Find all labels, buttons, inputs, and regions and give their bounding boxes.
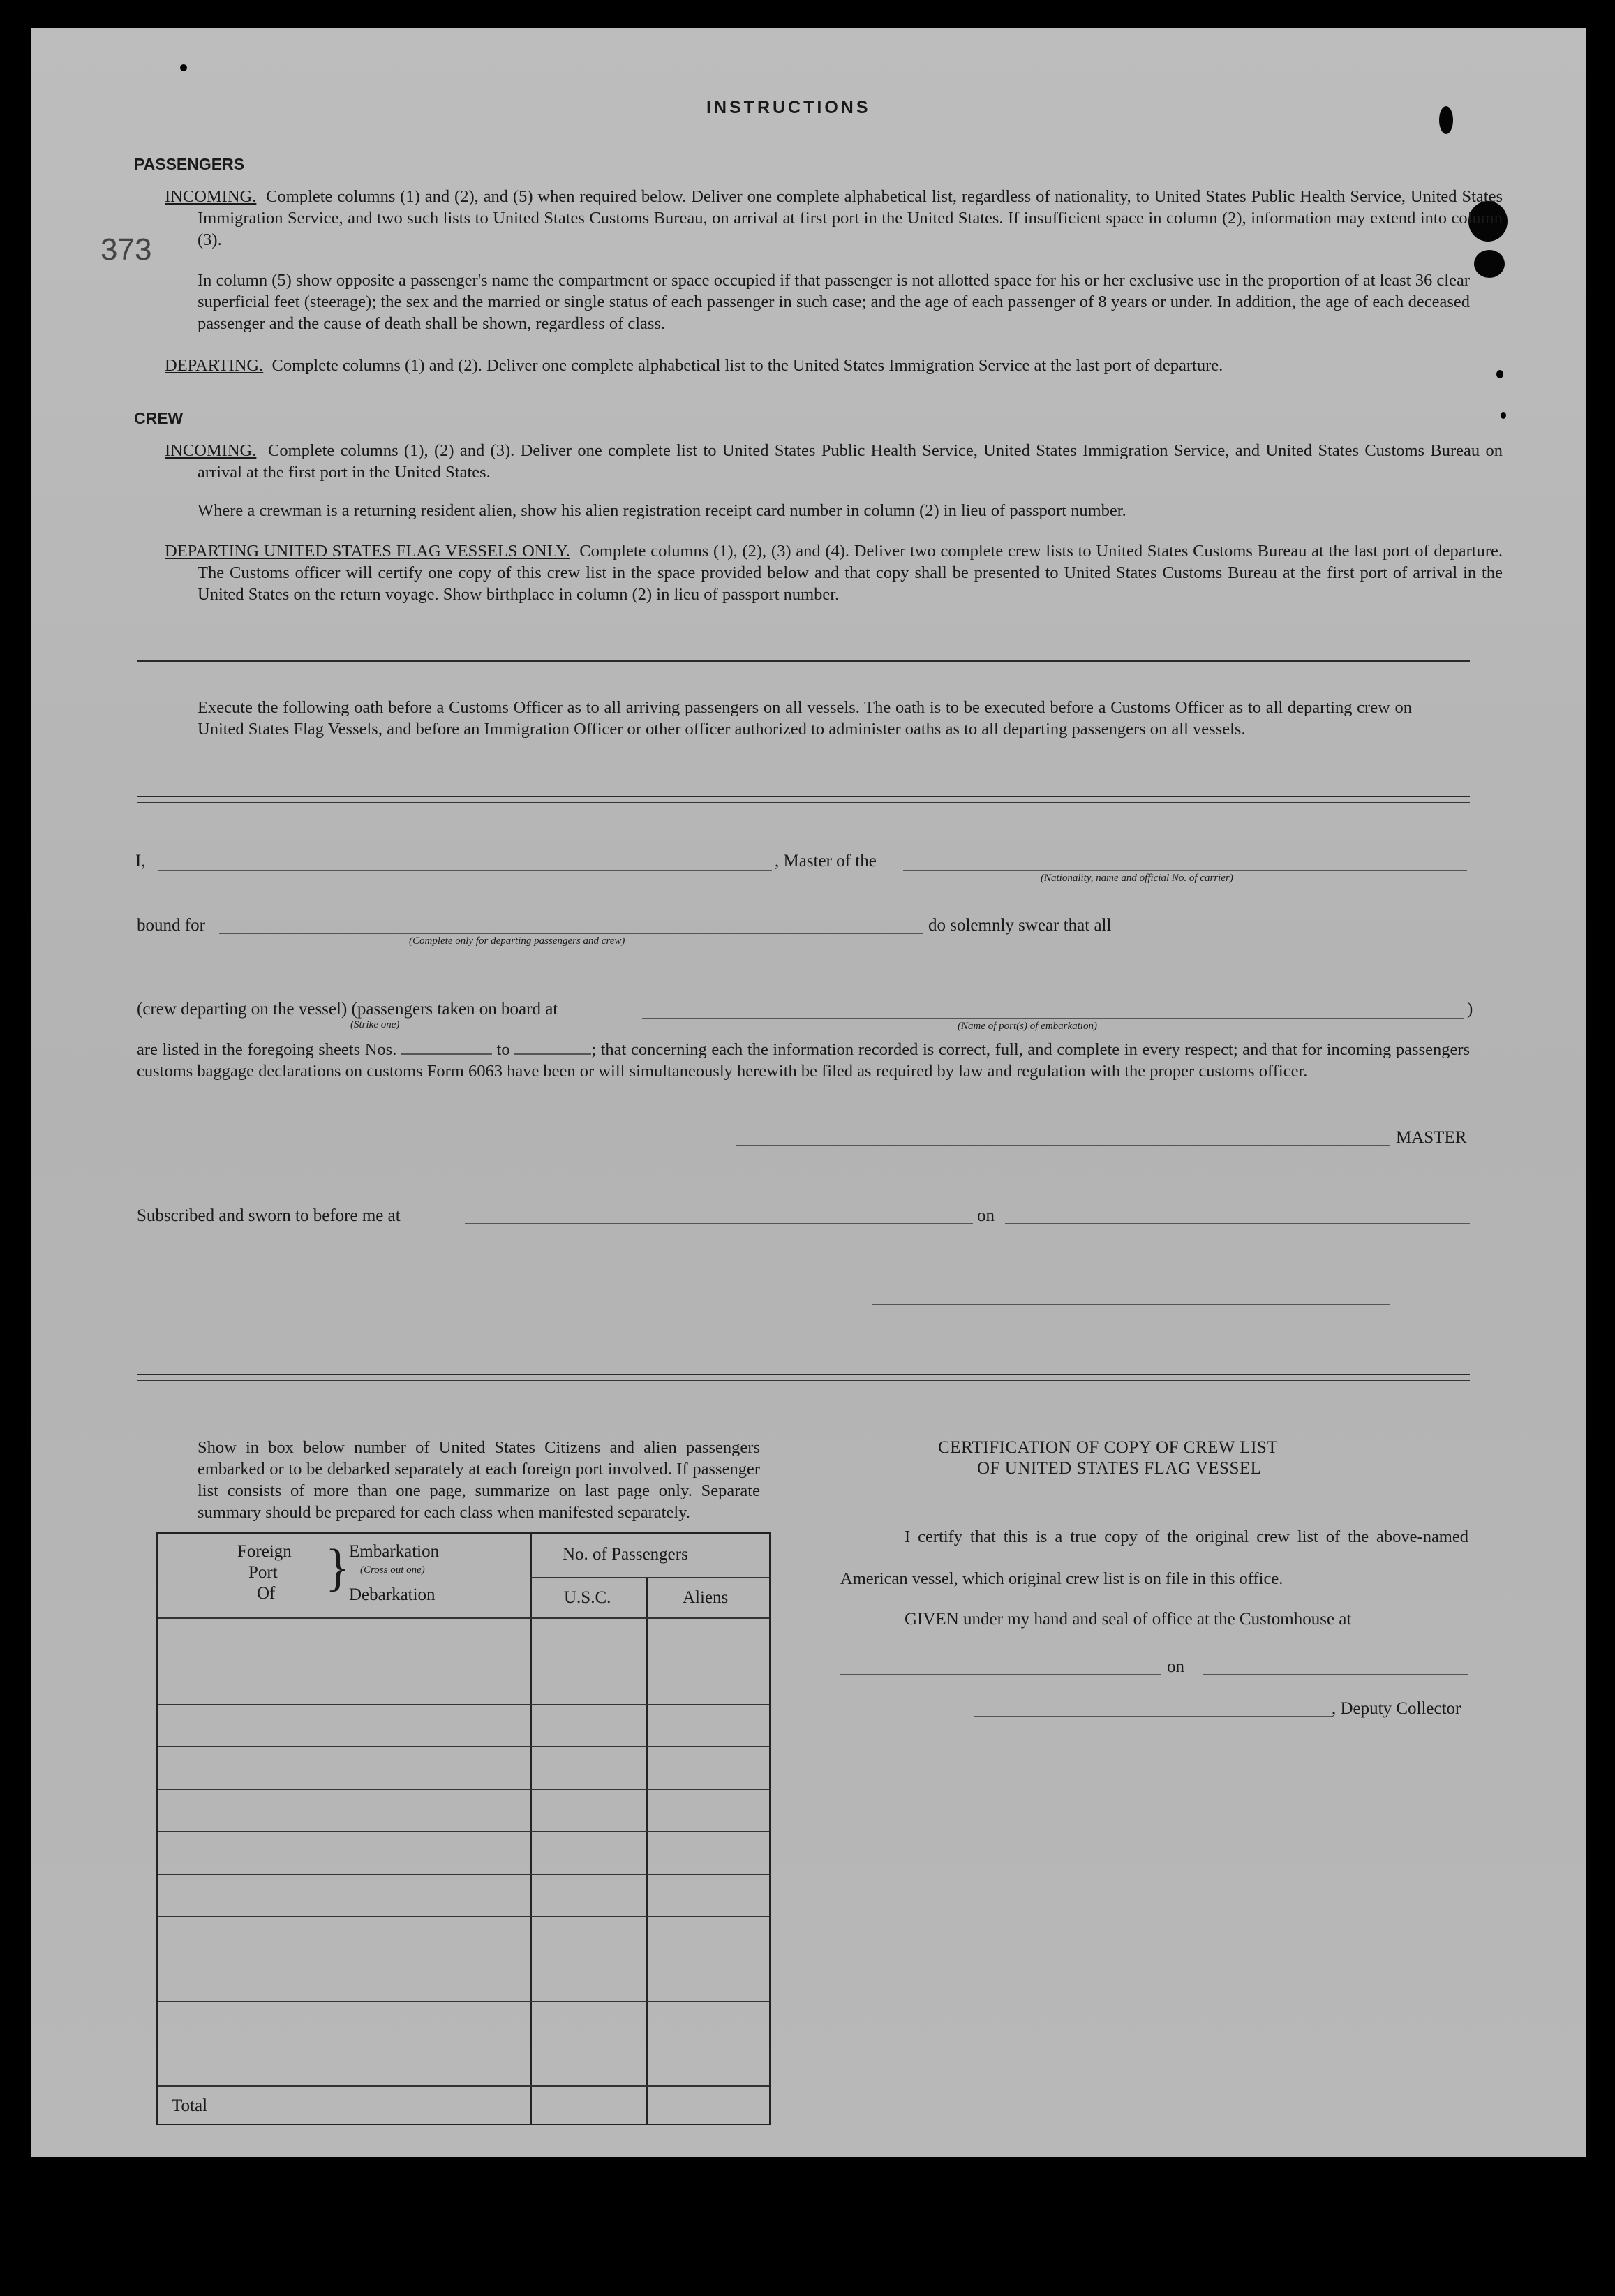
carrier-caption: (Nationality, name and official No. of carrier)	[1041, 873, 1233, 884]
cert-certify-text: I certify that this is a true copy of the original crew list of the above-named American vessel, which original crew list is on file in this office.	[840, 1527, 1468, 1588]
crew-incoming	[165, 440, 1503, 483]
cert-title-1: CERTIFICATION OF COPY OF CREW LIST	[938, 1438, 1279, 1457]
section-divider	[137, 1380, 1470, 1381]
sworn-date-line[interactable]	[1005, 1223, 1470, 1224]
cert-date-line[interactable]	[1203, 1674, 1468, 1675]
sheets-from-blank[interactable]	[401, 1041, 492, 1055]
table-col-divider	[646, 1577, 648, 2124]
passengers-incoming-label: INCOMING.	[165, 187, 257, 206]
passenger-summary-table	[156, 1532, 771, 2125]
table-row-line	[158, 1874, 769, 1875]
cert-on-label: on	[1167, 1657, 1184, 1676]
col-of: Of	[257, 1584, 276, 1603]
subscribed-label: Subscribed and sworn to before me at	[137, 1206, 401, 1225]
master-name-line[interactable]	[158, 870, 772, 871]
oath-solemnly: do solemnly swear that all	[928, 916, 1112, 935]
sworn-place-line[interactable]	[465, 1223, 973, 1224]
section-divider	[137, 796, 1470, 797]
passengers-incoming	[165, 186, 1503, 251]
oath-master-of: , Master of the	[775, 852, 877, 871]
cert-certify	[840, 1516, 1468, 1600]
passengers-departing-text: Complete columns (1) and (2). Deliver one complete alphabetical list to the United States Immigration Service at the last port of departure.	[271, 356, 1223, 375]
ink-blot	[1439, 106, 1453, 134]
passengers-departing	[165, 355, 1503, 376]
crew-departing-label: DEPARTING UNITED STATES FLAG VESSELS ONLY.	[165, 542, 570, 561]
cert-place-line[interactable]	[840, 1674, 1161, 1675]
table-header-bottom	[158, 1617, 769, 1619]
close-paren: )	[1467, 1000, 1473, 1019]
passengers-column5: In column (5) show opposite a passenger's name the compartment or space occupied if that passenger is not allotted space for his or her exclusive use in the proportion of at least 36 clear superficial feet (steerage); the sex and the married or single status of each passenger in such case; and the age of each passenger of 8 years or under. In addition, the age of each deceased passenger and the cause of death shall be shown, regardless of class.	[198, 271, 1470, 333]
strike-one-caption: (Strike one)	[350, 1019, 400, 1030]
sheets-to-blank[interactable]	[514, 1041, 591, 1055]
oath-bound-for: bound for	[137, 916, 205, 935]
sheets-to-label: to	[496, 1040, 510, 1059]
col-cross-out: (Cross out one)	[360, 1564, 425, 1576]
col-embarkation: Embarkation	[349, 1542, 440, 1561]
deputy-signature-line[interactable]	[974, 1716, 1332, 1717]
ports-caption: (Name of port(s) of embarkation)	[958, 1021, 1097, 1032]
table-total-line	[158, 2085, 769, 2087]
table-row-line	[158, 1831, 769, 1832]
sheets-text-a: are listed in the foregoing sheets Nos.	[137, 1040, 397, 1059]
deputy-label: , Deputy Collector	[1332, 1699, 1461, 1718]
oath-sheets	[137, 1039, 1470, 1082]
table-row-line	[158, 1789, 769, 1790]
instructions-title: INSTRUCTIONS	[706, 98, 871, 117]
col-aliens: Aliens	[683, 1588, 729, 1607]
oath-crew-passengers: (crew departing on the vessel) (passengers taken on board at	[137, 1000, 558, 1019]
crew-incoming-text: Complete columns (1), (2) and (3). Deliver one complete list to United States Public Health Service, United States Immigration Service, and United States Customs Bureau on arrival at the first port in the United States.	[198, 441, 1503, 482]
ink-blot	[1501, 412, 1506, 419]
passengers-heading: PASSENGERS	[134, 155, 245, 173]
col-usc: U.S.C.	[564, 1588, 611, 1607]
table-row-line	[158, 1704, 769, 1705]
bound-for-line[interactable]	[219, 933, 923, 934]
crew-resident: Where a crewman is a returning resident alien, show his alien registration receipt card number in column (2) in lieu of passport number.	[198, 501, 1126, 520]
master-label: MASTER	[1396, 1128, 1467, 1147]
crew-departing	[165, 540, 1503, 605]
total-label: Total	[172, 2096, 208, 2115]
col-foreign: Foreign	[237, 1542, 292, 1561]
cert-given: GIVEN under my hand and seal of office at the Customhouse at	[905, 1610, 1352, 1629]
cert-title-2: OF UNITED STATES FLAG VESSEL	[977, 1459, 1262, 1478]
ports-line[interactable]	[642, 1018, 1464, 1019]
section-divider	[137, 1374, 1470, 1375]
margin-mark: 373	[101, 232, 152, 267]
officer-signature-line[interactable]	[872, 1304, 1390, 1305]
oath-i-label: I,	[135, 852, 146, 871]
passengers-departing-label: DEPARTING.	[165, 356, 264, 375]
carrier-line[interactable]	[903, 870, 1467, 871]
section-divider	[137, 802, 1470, 803]
crew-departing-text: Complete columns (1), (2), (3) and (4). Deliver two complete crew lists to United States Customs Bureau at the last port of departure. The Customs officer will certify one copy of this crew list in the space provided below and that copy shall be presented to United States Customs Bureau at the first port of arrival in the United States on the return voyage. Show birthplace in column (2) in lieu of passport number.	[198, 542, 1503, 604]
ink-blot	[180, 64, 187, 71]
sheets-text-b: ; that concerning each the information recorded is correct, full, and complete in every respect; and that for incoming passengers customs baggage declarations on customs Form 6063 have been or will simultaneously herewith be filed as required by law and regulation with the proper customs officer.	[137, 1040, 1471, 1081]
table-col-divider	[530, 1534, 532, 2124]
sworn-on-label: on	[977, 1206, 995, 1225]
crew-incoming-label: INCOMING.	[165, 441, 257, 460]
col-no-passengers: No. of Passengers	[563, 1545, 688, 1564]
passengers-incoming-text: Complete columns (1) and (2), and (5) when required below. Deliver one complete alphabetical list, regardless of nationality, to United States Public Health Service, United States Immigration Service, and two such lists to United States Customs Bureau, on arrival at first port in the United States. If insufficient space in column (2), information may extend into column (3).	[198, 187, 1503, 249]
form-page	[31, 28, 1586, 2157]
col-port: Port	[248, 1563, 278, 1582]
table-row-line	[158, 1746, 769, 1747]
master-signature-line[interactable]	[736, 1145, 1390, 1146]
ink-blot	[1474, 250, 1505, 278]
brace-glyph: }	[325, 1539, 350, 1597]
oath-intro: Execute the following oath before a Customs Officer as to all arriving passengers on all vessels. The oath is to be executed before a Customs Officer as to all departing crew on United States Flag Vessels, and before an Immigration Officer or other officer authorized to administer oaths as to all departing passengers on all vessels.	[198, 698, 1412, 739]
table-row-line	[158, 1916, 769, 1917]
summary-instructions: Show in box below number of United States Citizens and alien passengers embarked or to be debarked separately at each foreign port involved. If passenger list consists of more than one page, summarize on last page only. Separate summary should be prepared for each class when manifested separately.	[198, 1438, 760, 1522]
table-row-line	[158, 2001, 769, 2002]
section-divider	[137, 660, 1470, 662]
table-header-divider	[530, 1577, 769, 1578]
bound-caption: (Complete only for departing passengers and crew)	[409, 935, 625, 947]
col-debarkation: Debarkation	[349, 1585, 436, 1604]
crew-heading: CREW	[134, 409, 184, 427]
